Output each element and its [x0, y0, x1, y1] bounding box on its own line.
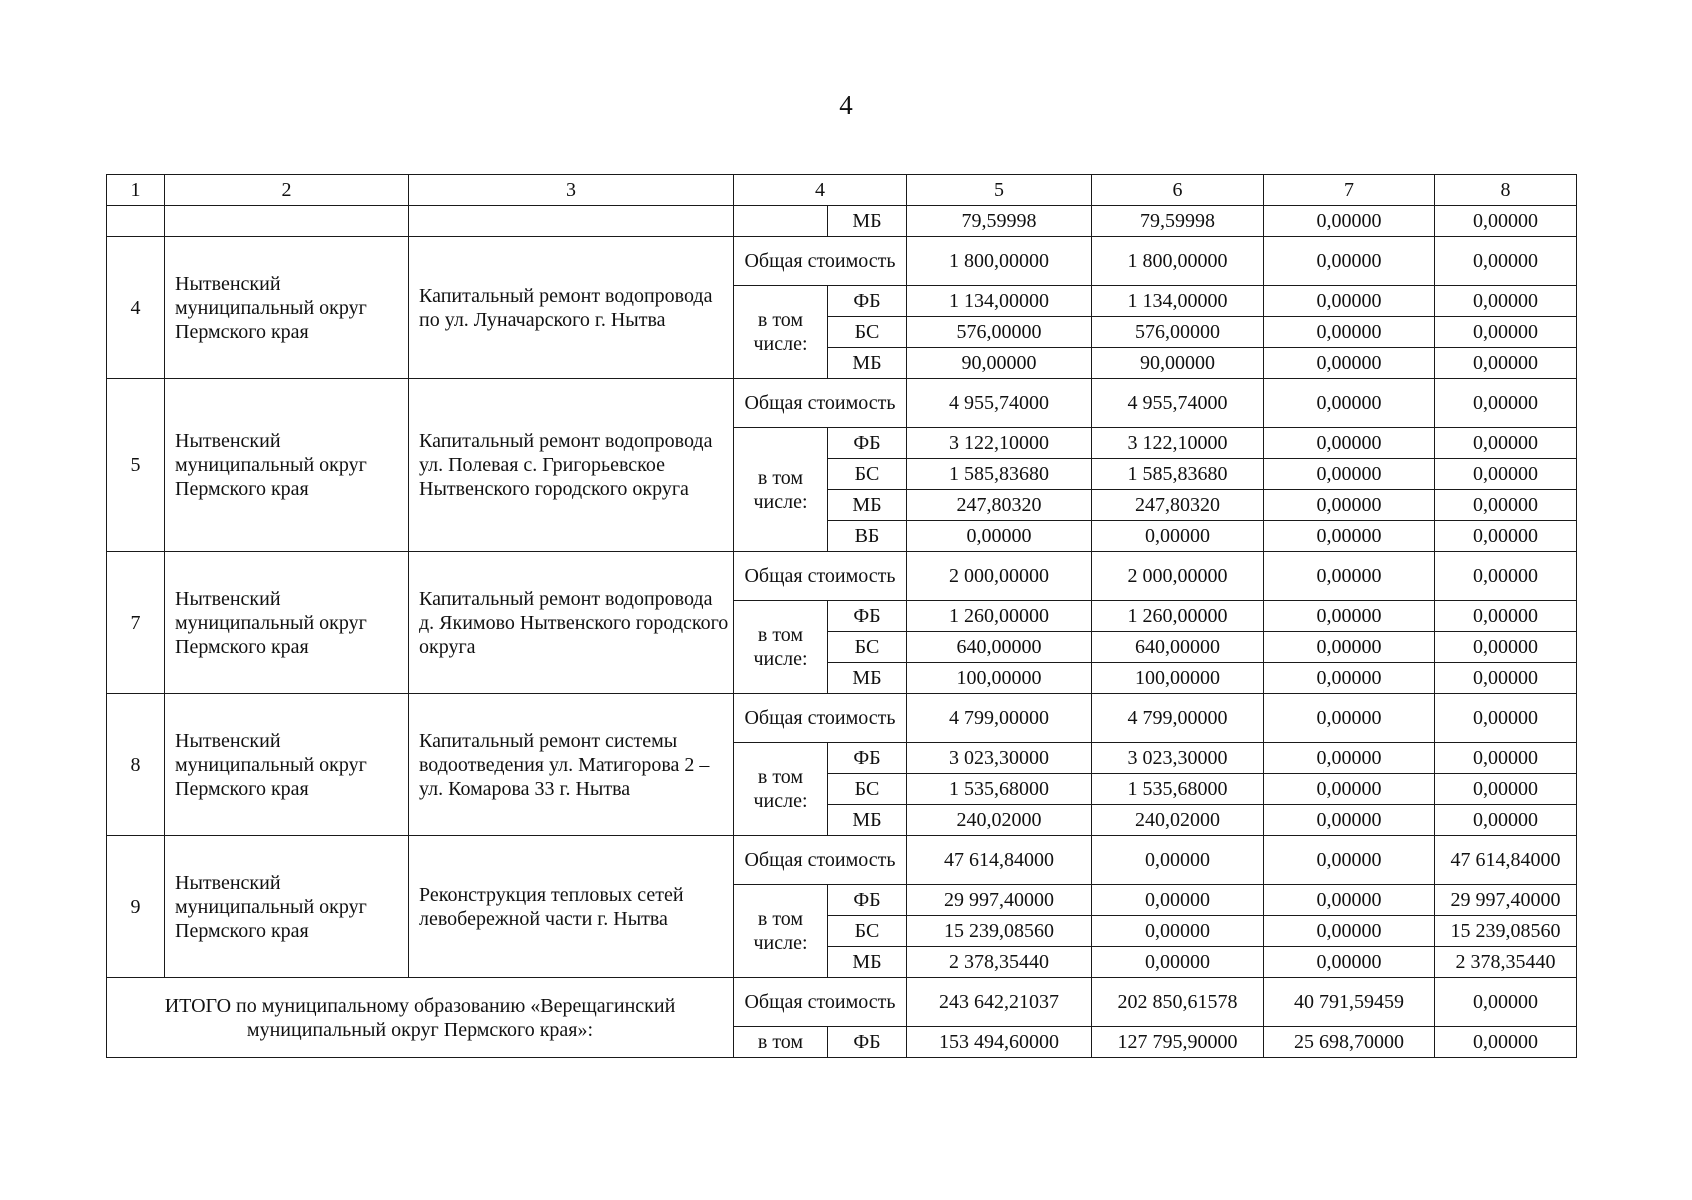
- value-cell: 4 799,00000: [907, 694, 1092, 743]
- total-cost-label: Общая стоимость: [734, 694, 907, 743]
- value-cell: 0,00000: [1435, 743, 1577, 774]
- value-cell: 40 791,59459: [1264, 978, 1435, 1027]
- value-cell: 1 134,00000: [907, 286, 1092, 317]
- value-cell: 0,00000: [1264, 694, 1435, 743]
- value-cell: 0,00000: [1435, 521, 1577, 552]
- including-label: в том числе:: [734, 286, 828, 379]
- project-total-row: [107, 836, 1577, 885]
- object-name: Капитальный ремонт водопровода по ул. Луначарского г. Нытва: [409, 237, 734, 379]
- total-cost-label: Общая стоимость: [734, 978, 907, 1027]
- value-cell: 79,59998: [907, 206, 1092, 237]
- value-cell: 3 122,10000: [907, 428, 1092, 459]
- header-cell: 4: [734, 175, 907, 206]
- value-cell: 0,00000: [1264, 774, 1435, 805]
- fund-code: МБ: [828, 663, 907, 694]
- value-cell: 1 535,68000: [907, 774, 1092, 805]
- including-label: в том числе:: [734, 601, 828, 694]
- fund-code: ФБ: [828, 1027, 907, 1058]
- header-cell: 6: [1092, 175, 1264, 206]
- value-cell: 0,00000: [1264, 459, 1435, 490]
- value-cell: 576,00000: [907, 317, 1092, 348]
- value-cell: 0,00000: [1435, 601, 1577, 632]
- including-label: в том числе:: [734, 743, 828, 836]
- value-cell: 90,00000: [907, 348, 1092, 379]
- value-cell: 0,00000: [1092, 836, 1264, 885]
- value-cell: 0,00000: [1435, 552, 1577, 601]
- value-cell: 0,00000: [1092, 916, 1264, 947]
- header-cell: 1: [107, 175, 165, 206]
- row-number: 9: [107, 836, 165, 978]
- fund-code: БС: [828, 632, 907, 663]
- fund-code: МБ: [828, 206, 907, 237]
- fund-code: ФБ: [828, 601, 907, 632]
- header-cell: 2: [165, 175, 409, 206]
- value-cell: 2 000,00000: [907, 552, 1092, 601]
- row-number: 7: [107, 552, 165, 694]
- value-cell: 4 955,74000: [1092, 379, 1264, 428]
- empty-cell: [107, 206, 165, 237]
- value-cell: 153 494,60000: [907, 1027, 1092, 1058]
- value-cell: 0,00000: [1264, 885, 1435, 916]
- page-number: 4: [839, 90, 853, 120]
- value-cell: 0,00000: [1264, 317, 1435, 348]
- value-cell: 4 799,00000: [1092, 694, 1264, 743]
- value-cell: 0,00000: [1435, 459, 1577, 490]
- value-cell: 0,00000: [1264, 552, 1435, 601]
- grand-total-label: ИТОГО по муниципальному образованию «Верещагинский муниципальный округ Пермского края»:: [107, 978, 734, 1058]
- value-cell: 100,00000: [907, 663, 1092, 694]
- fund-code: ФБ: [828, 286, 907, 317]
- fund-code: БС: [828, 317, 907, 348]
- value-cell: 0,00000: [1092, 947, 1264, 978]
- value-cell: 47 614,84000: [1435, 836, 1577, 885]
- value-cell: 1 585,83680: [907, 459, 1092, 490]
- value-cell: 0,00000: [1264, 601, 1435, 632]
- value-cell: 127 795,90000: [1092, 1027, 1264, 1058]
- value-cell: 0,00000: [1435, 237, 1577, 286]
- value-cell: 0,00000: [1264, 916, 1435, 947]
- value-cell: 0,00000: [1092, 885, 1264, 916]
- value-cell: 0,00000: [1264, 632, 1435, 663]
- project-total-row: [107, 237, 1577, 286]
- empty-cell: [734, 206, 828, 237]
- header-cell: 8: [1435, 175, 1577, 206]
- project-total-row: [107, 552, 1577, 601]
- value-cell: 1 535,68000: [1092, 774, 1264, 805]
- header-cell: 7: [1264, 175, 1435, 206]
- value-cell: 0,00000: [1435, 978, 1577, 1027]
- value-cell: 1 800,00000: [1092, 237, 1264, 286]
- value-cell: 0,00000: [1264, 206, 1435, 237]
- value-cell: 25 698,70000: [1264, 1027, 1435, 1058]
- value-cell: 2 378,35440: [1435, 947, 1577, 978]
- empty-cell: [165, 206, 409, 237]
- header-row: [107, 175, 1577, 206]
- project-total-row: [107, 694, 1577, 743]
- budget-table: [106, 174, 1577, 1058]
- value-cell: 576,00000: [1092, 317, 1264, 348]
- municipality-name: Нытвенский муниципальный округ Пермского края: [165, 552, 409, 694]
- value-cell: 0,00000: [1264, 805, 1435, 836]
- value-cell: 243 642,21037: [907, 978, 1092, 1027]
- value-cell: 0,00000: [1264, 836, 1435, 885]
- total-cost-label: Общая стоимость: [734, 237, 907, 286]
- value-cell: 0,00000: [1435, 428, 1577, 459]
- value-cell: 15 239,08560: [1435, 916, 1577, 947]
- fund-code: МБ: [828, 947, 907, 978]
- fund-code: ФБ: [828, 885, 907, 916]
- municipality-name: Нытвенский муниципальный округ Пермского края: [165, 836, 409, 978]
- fund-code: ВБ: [828, 521, 907, 552]
- value-cell: 640,00000: [1092, 632, 1264, 663]
- fund-code: МБ: [828, 348, 907, 379]
- value-cell: 2 378,35440: [907, 947, 1092, 978]
- value-cell: 0,00000: [1435, 379, 1577, 428]
- value-cell: 0,00000: [1435, 348, 1577, 379]
- row-number: 5: [107, 379, 165, 552]
- value-cell: 0,00000: [1435, 632, 1577, 663]
- value-cell: 0,00000: [1264, 379, 1435, 428]
- value-cell: 240,02000: [907, 805, 1092, 836]
- value-cell: 0,00000: [1435, 663, 1577, 694]
- value-cell: 240,02000: [1092, 805, 1264, 836]
- row-number: 4: [107, 237, 165, 379]
- carry-over-row: [107, 206, 1577, 237]
- municipality-name: Нытвенский муниципальный округ Пермского края: [165, 379, 409, 552]
- fund-code: БС: [828, 774, 907, 805]
- row-number: 8: [107, 694, 165, 836]
- including-label: в том числе:: [734, 428, 828, 552]
- value-cell: 0,00000: [1264, 237, 1435, 286]
- value-cell: 0,00000: [1435, 694, 1577, 743]
- fund-code: МБ: [828, 490, 907, 521]
- value-cell: 29 997,40000: [907, 885, 1092, 916]
- value-cell: 0,00000: [1264, 286, 1435, 317]
- total-cost-label: Общая стоимость: [734, 379, 907, 428]
- fund-code: БС: [828, 459, 907, 490]
- value-cell: 0,00000: [1092, 521, 1264, 552]
- value-cell: 4 955,74000: [907, 379, 1092, 428]
- fund-code: БС: [828, 916, 907, 947]
- value-cell: 15 239,08560: [907, 916, 1092, 947]
- value-cell: 247,80320: [1092, 490, 1264, 521]
- value-cell: 100,00000: [1092, 663, 1264, 694]
- value-cell: 0,00000: [1264, 348, 1435, 379]
- value-cell: 202 850,61578: [1092, 978, 1264, 1027]
- value-cell: 1 260,00000: [1092, 601, 1264, 632]
- value-cell: 90,00000: [1092, 348, 1264, 379]
- grand-total-row: [107, 978, 1577, 1027]
- header-cell: 3: [409, 175, 734, 206]
- including-label: в том: [734, 1027, 828, 1058]
- value-cell: 3 023,30000: [1092, 743, 1264, 774]
- value-cell: 1 260,00000: [907, 601, 1092, 632]
- value-cell: 1 585,83680: [1092, 459, 1264, 490]
- value-cell: 0,00000: [1264, 947, 1435, 978]
- total-cost-label: Общая стоимость: [734, 836, 907, 885]
- value-cell: 79,59998: [1092, 206, 1264, 237]
- value-cell: 0,00000: [1435, 206, 1577, 237]
- value-cell: 0,00000: [907, 521, 1092, 552]
- object-name: Капитальный ремонт системы водоотведения ул. Матигорова 2 – ул. Комарова 33 г. Нытва: [409, 694, 734, 836]
- value-cell: 2 000,00000: [1092, 552, 1264, 601]
- value-cell: 0,00000: [1264, 521, 1435, 552]
- value-cell: 0,00000: [1264, 743, 1435, 774]
- value-cell: 0,00000: [1264, 428, 1435, 459]
- value-cell: 0,00000: [1435, 286, 1577, 317]
- value-cell: 0,00000: [1435, 805, 1577, 836]
- value-cell: 640,00000: [907, 632, 1092, 663]
- total-cost-label: Общая стоимость: [734, 552, 907, 601]
- value-cell: 247,80320: [907, 490, 1092, 521]
- fund-code: МБ: [828, 805, 907, 836]
- value-cell: 0,00000: [1435, 774, 1577, 805]
- value-cell: 0,00000: [1435, 317, 1577, 348]
- value-cell: 0,00000: [1264, 490, 1435, 521]
- object-name: Капитальный ремонт водопровода ул. Полевая с. Григорьевское Нытвенского городского округа: [409, 379, 734, 552]
- value-cell: 0,00000: [1435, 490, 1577, 521]
- value-cell: 3 122,10000: [1092, 428, 1264, 459]
- municipality-name: Нытвенский муниципальный округ Пермского края: [165, 694, 409, 836]
- value-cell: 3 023,30000: [907, 743, 1092, 774]
- object-name: Реконструкция тепловых сетей левобережной части г. Нытва: [409, 836, 734, 978]
- empty-cell: [409, 206, 734, 237]
- fund-code: ФБ: [828, 428, 907, 459]
- municipality-name: Нытвенский муниципальный округ Пермского края: [165, 237, 409, 379]
- value-cell: 47 614,84000: [907, 836, 1092, 885]
- value-cell: 1 800,00000: [907, 237, 1092, 286]
- value-cell: 29 997,40000: [1435, 885, 1577, 916]
- fund-code: ФБ: [828, 743, 907, 774]
- including-label: в том числе:: [734, 885, 828, 978]
- value-cell: 0,00000: [1435, 1027, 1577, 1058]
- value-cell: 1 134,00000: [1092, 286, 1264, 317]
- header-cell: 5: [907, 175, 1092, 206]
- object-name: Капитальный ремонт водопровода д. Якимово Нытвенского городского округа: [409, 552, 734, 694]
- project-total-row: [107, 379, 1577, 428]
- value-cell: 0,00000: [1264, 663, 1435, 694]
